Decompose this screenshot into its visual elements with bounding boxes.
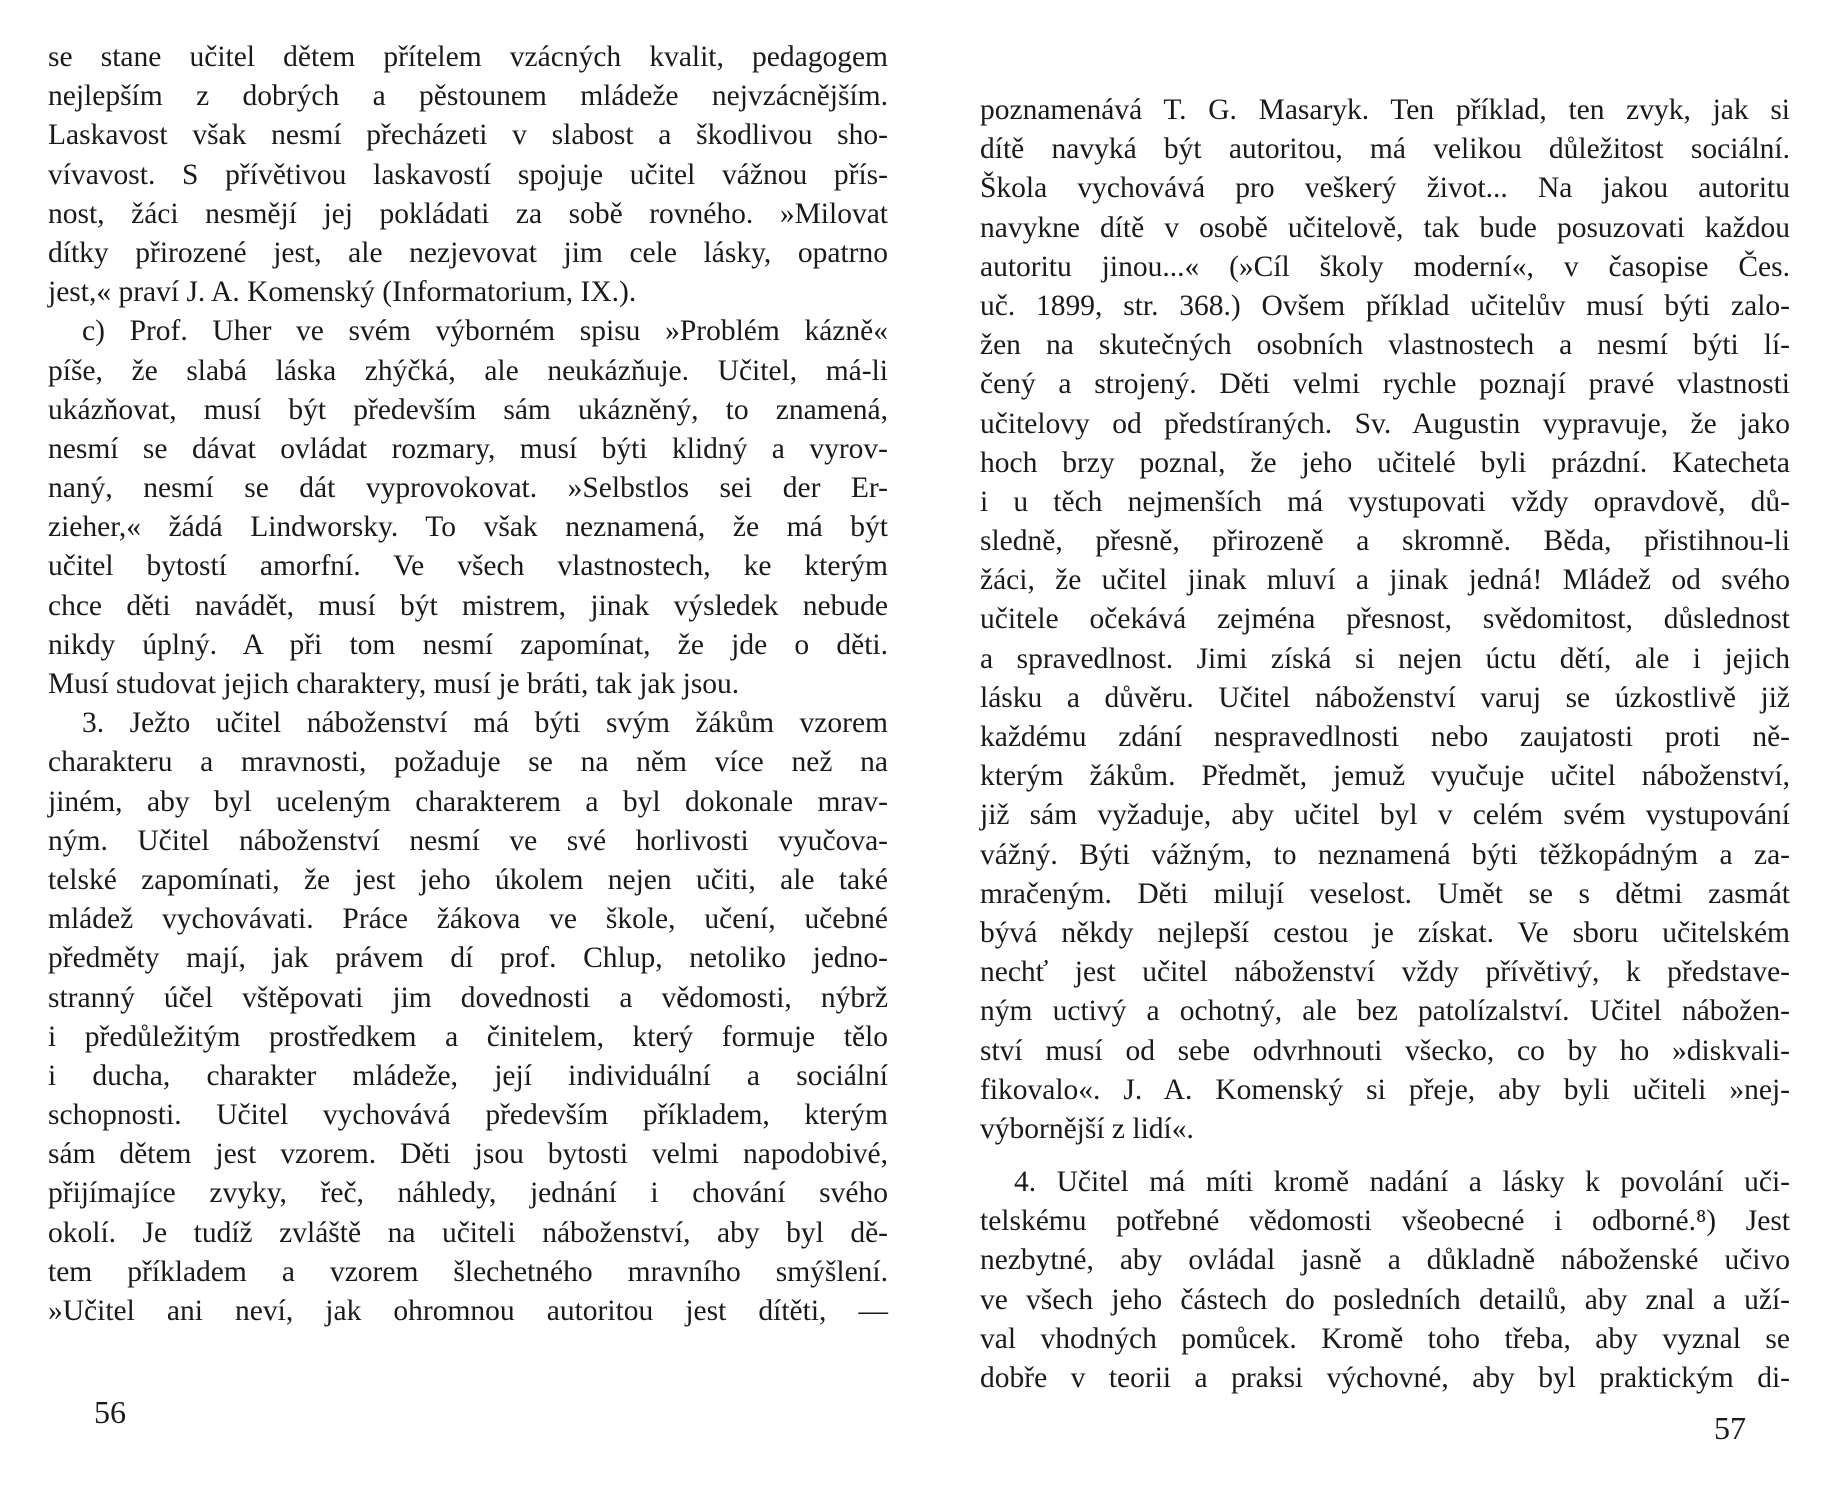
text-line: Musí studovat jejich charaktery, musí je bráti, tak jak jsou. [48, 668, 740, 700]
right-page-text [980, 91, 1790, 1398]
text-line: se stane učitel dětem přítelem vzácných kvalit, pedagogem [48, 41, 888, 73]
text-line: Laskavost však nesmí přecházeti v slabost a škodlivou sho- [48, 119, 888, 152]
text-line: tem příkladem a vzorem šlechetného mravního smýšlení. [48, 1255, 888, 1288]
text-line: učitel bytostí amorfní. Ve všech vlastnostech, ke kterým [48, 550, 888, 583]
text-line: nechť jest učitel náboženství vždy přívětivý, k představe- [980, 956, 1790, 989]
text-line: uč. 1899, str. 368.) Ovšem příklad učitelův musí býti zalo- [980, 289, 1790, 322]
text-line: každému zdání nespravedlnosti nebo zaujatosti proti ně- [980, 721, 1790, 753]
text-line: čený a strojený. Děti velmi rychle poznají pravé vlastnosti [980, 368, 1790, 401]
left-page-text [48, 38, 888, 1331]
text-line: dobře v teorii a praksi výchovné, aby byl praktickým di- [980, 1362, 1790, 1394]
text-line: i ducha, charakter mládeže, její individuální a sociální [48, 1059, 888, 1092]
text-line: poznamenává T. G. Masaryk. Ten příklad, ten zvyk, jak si [980, 94, 1790, 126]
text-line: ve všech jeho částech do posledních detailů, aby znal a uží- [980, 1283, 1790, 1316]
text-line: učitelovy od předstíraných. Sv. Augustin vypravuje, že jako [980, 407, 1790, 440]
text-line: dítky přirozené jest, ale nezjevovat jim cele lásky, opatrno [48, 236, 888, 269]
text-line: výbornější z lidí«. [980, 1112, 1194, 1145]
text-line: zieher,« žádá Lindworsky. To však neznamená, že má být [48, 511, 888, 544]
text-line: jiném, aby byl uceleným charakterem a byl dokonale mrav- [48, 785, 888, 818]
text-line: žáci, že učitel jinak mluví a jinak jedná! Mládež od svého [980, 564, 1790, 597]
text-line: a spravedlnost. Jimi získá si nejen úctu dětí, ale i jejich [980, 642, 1790, 675]
text-line: i předůležitým prostředkem a činitelem, který formuje tělo [48, 1020, 888, 1053]
text-line: dítě navyká být autoritou, má velikou důležitost sociální. [980, 133, 1790, 166]
text-line: »Učitel ani neví, jak ohromnou autoritou jest dítěti, — [48, 1295, 888, 1327]
text-line: fikovalo«. J. A. Komenský si přeje, aby byli učiteli »nej- [980, 1073, 1790, 1106]
text-line: sledně, přesně, přirozeně a skromně. Běda, přistihnou-li [980, 525, 1790, 558]
text-line: schopnosti. Učitel vychovává především příkladem, kterým [48, 1099, 888, 1132]
text-line: ukázňovat, musí být především sám ukázněný, to znamená, [48, 393, 888, 426]
text-line: val vhodných pomůcek. Kromě toho třeba, aby vyznal se [980, 1322, 1790, 1355]
text-line: 4. Učitel má míti kromě nadání a lásky k povolání uči- [1014, 1166, 1790, 1199]
text-line: mračeným. Děti milují veselost. Umět se s dětmi zasmát [980, 877, 1790, 910]
text-line: vážný. Býti vážným, to neznamená býti těžkopádným a za- [980, 838, 1790, 871]
text-line: již sám vyžaduje, aby učitel byl v celém svém vystupování [980, 799, 1790, 832]
text-line: nesmí se dávat ovládat rozmary, musí býti klidný a vyrov- [48, 432, 888, 465]
text-line: sám dětem jest vzorem. Děti jsou bytosti velmi napodobivé, [48, 1138, 888, 1171]
text-line: ství musí od sebe odvrhnouti všecko, co by ho »diskvali- [980, 1034, 1790, 1067]
text-line: nikdy úplný. A při tom nesmí zapomínat, že jde o děti. [48, 628, 888, 661]
text-line: hoch brzy poznal, že jeho učitelé byli prázdní. Katecheta [980, 446, 1790, 479]
text-line: přijímajíce zvyky, řeč, náhledy, jednání i chování svého [48, 1177, 888, 1210]
text-line: jest,« praví J. A. Komenský (Informatorium, IX.). [48, 276, 637, 309]
left-page [48, 0, 888, 1500]
text-line: telské zapomínati, že jest jeho úkolem nejen učiti, ale také [48, 863, 888, 896]
text-line: navykne dítě v osobě učitelově, tak bude posuzovati každou [980, 211, 1790, 244]
text-line: kterým žákům. Předmět, jemuž vyučuje učitel náboženství, [980, 760, 1790, 793]
text-line: nejlepším z dobrých a pěstounem mládeže nejvzácnějším. [48, 80, 888, 113]
text-line: bývá někdy nejlepší cestou je získat. Ve sboru učitelském [980, 916, 1790, 949]
text-line: mládež vychovávati. Práce žákova ve škole, učení, učebné [48, 903, 888, 936]
text-line: autoritu jinou...« (»Cíl školy moderní«, v časopise Čes. [980, 250, 1790, 283]
text-line: 3. Ježto učitel náboženství má býti svým žákům vzorem [82, 707, 888, 740]
text-line: píše, že slabá láska zhýčká, ale neukázňuje. Učitel, má-li [48, 354, 888, 387]
text-line: stranný účel vštěpovati jim dovednosti a vědomosti, nýbrž [48, 981, 888, 1014]
text-line: žen na skutečných osobních vlastnostech a nesmí býti lí- [980, 329, 1790, 362]
text-line: učitele očekává zejména přesnost, svědomitost, důslednost [980, 603, 1790, 636]
text-line: telskému potřebné vědomosti všeobecné i odborné.⁸) Jest [980, 1205, 1790, 1238]
left-page-number: 56 [94, 1394, 126, 1430]
text-line: okolí. Je tudíž zvláště na učiteli náboženství, aby byl dě- [48, 1216, 888, 1249]
right-page-number: 57 [1714, 1410, 1746, 1446]
text-line: naný, nesmí se dát vyprovokovat. »Selbstlos sei der Er- [48, 472, 888, 505]
text-line: vívavost. S přívětivou laskavostí spojuje učitel vážnou přís- [48, 158, 888, 191]
text-line: chce děti navádět, musí být mistrem, jinak výsledek nebude [48, 589, 888, 622]
paragraph-gap [980, 1149, 1790, 1163]
text-line: Škola vychovává pro veškerý život... Na jakou autoritu [980, 172, 1790, 205]
text-line: nezbytné, aby ovládal jasně a důkladně náboženské učivo [980, 1244, 1790, 1277]
text-line: nost, žáci nesmějí jej pokládati za sobě rovného. »Milovat [48, 197, 888, 230]
right-page [980, 0, 1790, 1500]
text-line: předměty mají, jak právem dí prof. Chlup, netoliko jedno- [48, 942, 888, 975]
text-line: i u těch nejmenších má vystupovati vždy opravdově, dů- [980, 485, 1790, 518]
text-line: lásku a důvěru. Učitel náboženství varuj se úzkostlivě již [980, 681, 1790, 714]
text-line: ným uctivý a ochotný, ale bez patolízalství. Učitel nábožen- [980, 995, 1790, 1028]
text-line: charakteru a mravnosti, požaduje se na něm více než na [48, 746, 888, 779]
text-line: c) Prof. Uher ve svém výborném spisu »Problém kázně« [82, 315, 888, 348]
text-line: ným. Učitel náboženství nesmí ve své horlivosti vyučova- [48, 824, 888, 857]
